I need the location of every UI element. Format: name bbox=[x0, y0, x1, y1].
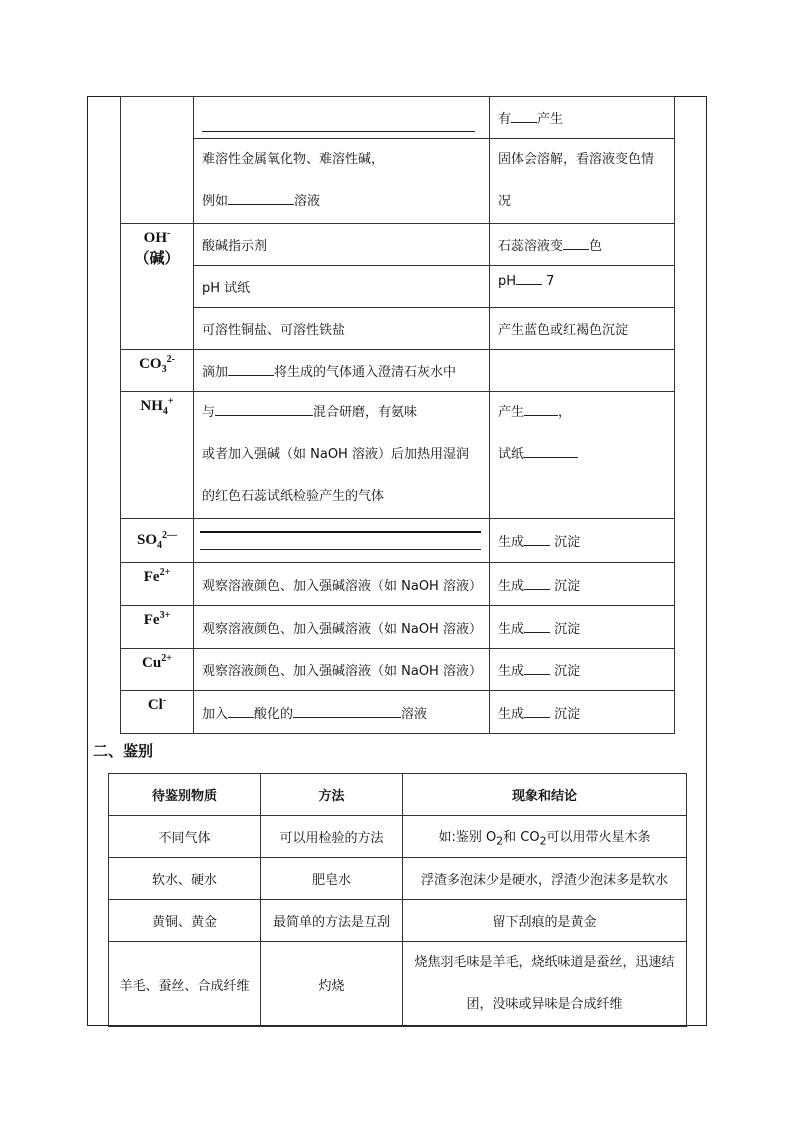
result-cell: 生成 沉淀 bbox=[490, 649, 675, 691]
result-cell: pH 7 bbox=[490, 266, 675, 308]
ion-cell-nh4: $NH_4^+$ bbox=[121, 392, 194, 519]
ion-cell-so4: $SO_4^{2—}$ bbox=[121, 519, 194, 563]
table-row: 软水、硬水 肥皂水 浮渣多泡沫少是硬水，浮渣少泡沫多是软水 bbox=[109, 858, 687, 900]
answer-blank bbox=[524, 705, 550, 718]
answer-blank bbox=[228, 705, 254, 718]
result-cell: 有 产生 bbox=[490, 97, 675, 139]
ion-cell-empty bbox=[121, 97, 194, 224]
method-cell: 观察溶液颜色、加入强碱溶液（如 NaOH 溶液） bbox=[194, 563, 490, 606]
ion-cell-cl: Cl- bbox=[121, 691, 194, 734]
answer-blank bbox=[511, 110, 537, 123]
result-cell: 产生 ， 试纸 bbox=[490, 392, 675, 519]
answer-blank bbox=[200, 549, 481, 550]
result-cell: 生成 沉淀 bbox=[490, 563, 675, 606]
table-row bbox=[121, 224, 675, 266]
table-row bbox=[121, 606, 675, 649]
ion-cell-fe3: $Fe^{3+}$ bbox=[121, 606, 194, 649]
answer-blank bbox=[293, 705, 401, 718]
answer-blank bbox=[215, 403, 313, 416]
ion-cell-cu2: $Cu^{2+}$ bbox=[121, 649, 194, 691]
table-row bbox=[121, 519, 675, 563]
answer-blank bbox=[524, 662, 550, 675]
answer-blank bbox=[524, 533, 550, 546]
method-cell bbox=[194, 97, 490, 139]
answer-blank bbox=[563, 237, 589, 250]
method-cell: 加入 酸化的 溶液 bbox=[194, 691, 490, 734]
method-cell: 可溶性铜盐、可溶性铁盐 bbox=[194, 308, 490, 350]
method-cell: 难溶性金属氧化物、难溶性碱， 例如 溶液 bbox=[194, 139, 490, 224]
result-cell: 产生蓝色或红褐色沉淀 bbox=[490, 308, 675, 350]
header-substance: 待鉴别物质 bbox=[109, 774, 261, 816]
ion-test-table bbox=[120, 96, 675, 734]
answer-blank bbox=[524, 403, 558, 416]
ion-cell-oh: OH- （碱） bbox=[121, 224, 194, 350]
result-cell: 生成 沉淀 bbox=[490, 606, 675, 649]
result-cell: 石蕊溶液变 色 bbox=[490, 224, 675, 266]
section-title: 二、鉴别 bbox=[93, 742, 154, 760]
ion-cell-co3: $CO_3^{2-}$ bbox=[121, 350, 194, 392]
identification-table bbox=[108, 773, 687, 1027]
result-cell bbox=[490, 350, 675, 392]
table-row bbox=[121, 266, 675, 308]
table-row: 不同气体 可以用检验的方法 如:鉴别 $O_2$和 $CO_2$可以用带火星木条 bbox=[109, 816, 687, 858]
table-row bbox=[121, 392, 675, 519]
ion-cell-fe2: $Fe^{2+}$ bbox=[121, 563, 194, 606]
table-row bbox=[121, 691, 675, 734]
answer-blank bbox=[228, 192, 294, 205]
answer-blank bbox=[228, 363, 274, 376]
result-cell: 生成 沉淀 bbox=[490, 519, 675, 563]
table-row bbox=[121, 649, 675, 691]
result-cell: 生成 沉淀 bbox=[490, 691, 675, 734]
header-method: 方法 bbox=[261, 774, 403, 816]
answer-blank bbox=[524, 620, 550, 633]
answer-blank bbox=[524, 577, 550, 590]
table-row bbox=[121, 308, 675, 350]
method-cell: pH 试纸 bbox=[194, 266, 490, 308]
method-cell: 滴加 将生成的气体通入澄清石灰水中 bbox=[194, 350, 490, 392]
table-row bbox=[121, 350, 675, 392]
answer-blank bbox=[200, 531, 481, 533]
table-row: 黄铜、黄金 最简单的方法是互刮 留下刮痕的是黄金 bbox=[109, 900, 687, 942]
table-row: 羊毛、蚕丝、合成纤维 灼烧 烧焦羽毛味是羊毛，烧纸味道是蚕丝，迅速结 团，没味或异味是合成纤维 bbox=[109, 942, 687, 1027]
answer-blank bbox=[524, 445, 578, 458]
result-cell: 固体会溶解，看溶液变色情 况 bbox=[490, 139, 675, 224]
table-header-row bbox=[109, 774, 687, 816]
answer-blank bbox=[516, 272, 542, 285]
header-result: 现象和结论 bbox=[403, 774, 687, 816]
method-cell bbox=[194, 519, 490, 563]
method-cell: 观察溶液颜色、加入强碱溶液（如 NaOH 溶液） bbox=[194, 606, 490, 649]
method-cell: 观察溶液颜色、加入强碱溶液（如 NaOH 溶液） bbox=[194, 649, 490, 691]
method-cell: 酸碱指示剂 bbox=[194, 224, 490, 266]
answer-blank bbox=[202, 103, 475, 132]
table-row bbox=[121, 97, 675, 139]
method-cell: 与 混合研磨，有氨味 或者加入强碱（如 NaOH 溶液）后加热用湿润 的红色石蕊试纸检验产生的气体 bbox=[194, 392, 490, 519]
table-row bbox=[121, 563, 675, 606]
table-row bbox=[121, 139, 675, 224]
